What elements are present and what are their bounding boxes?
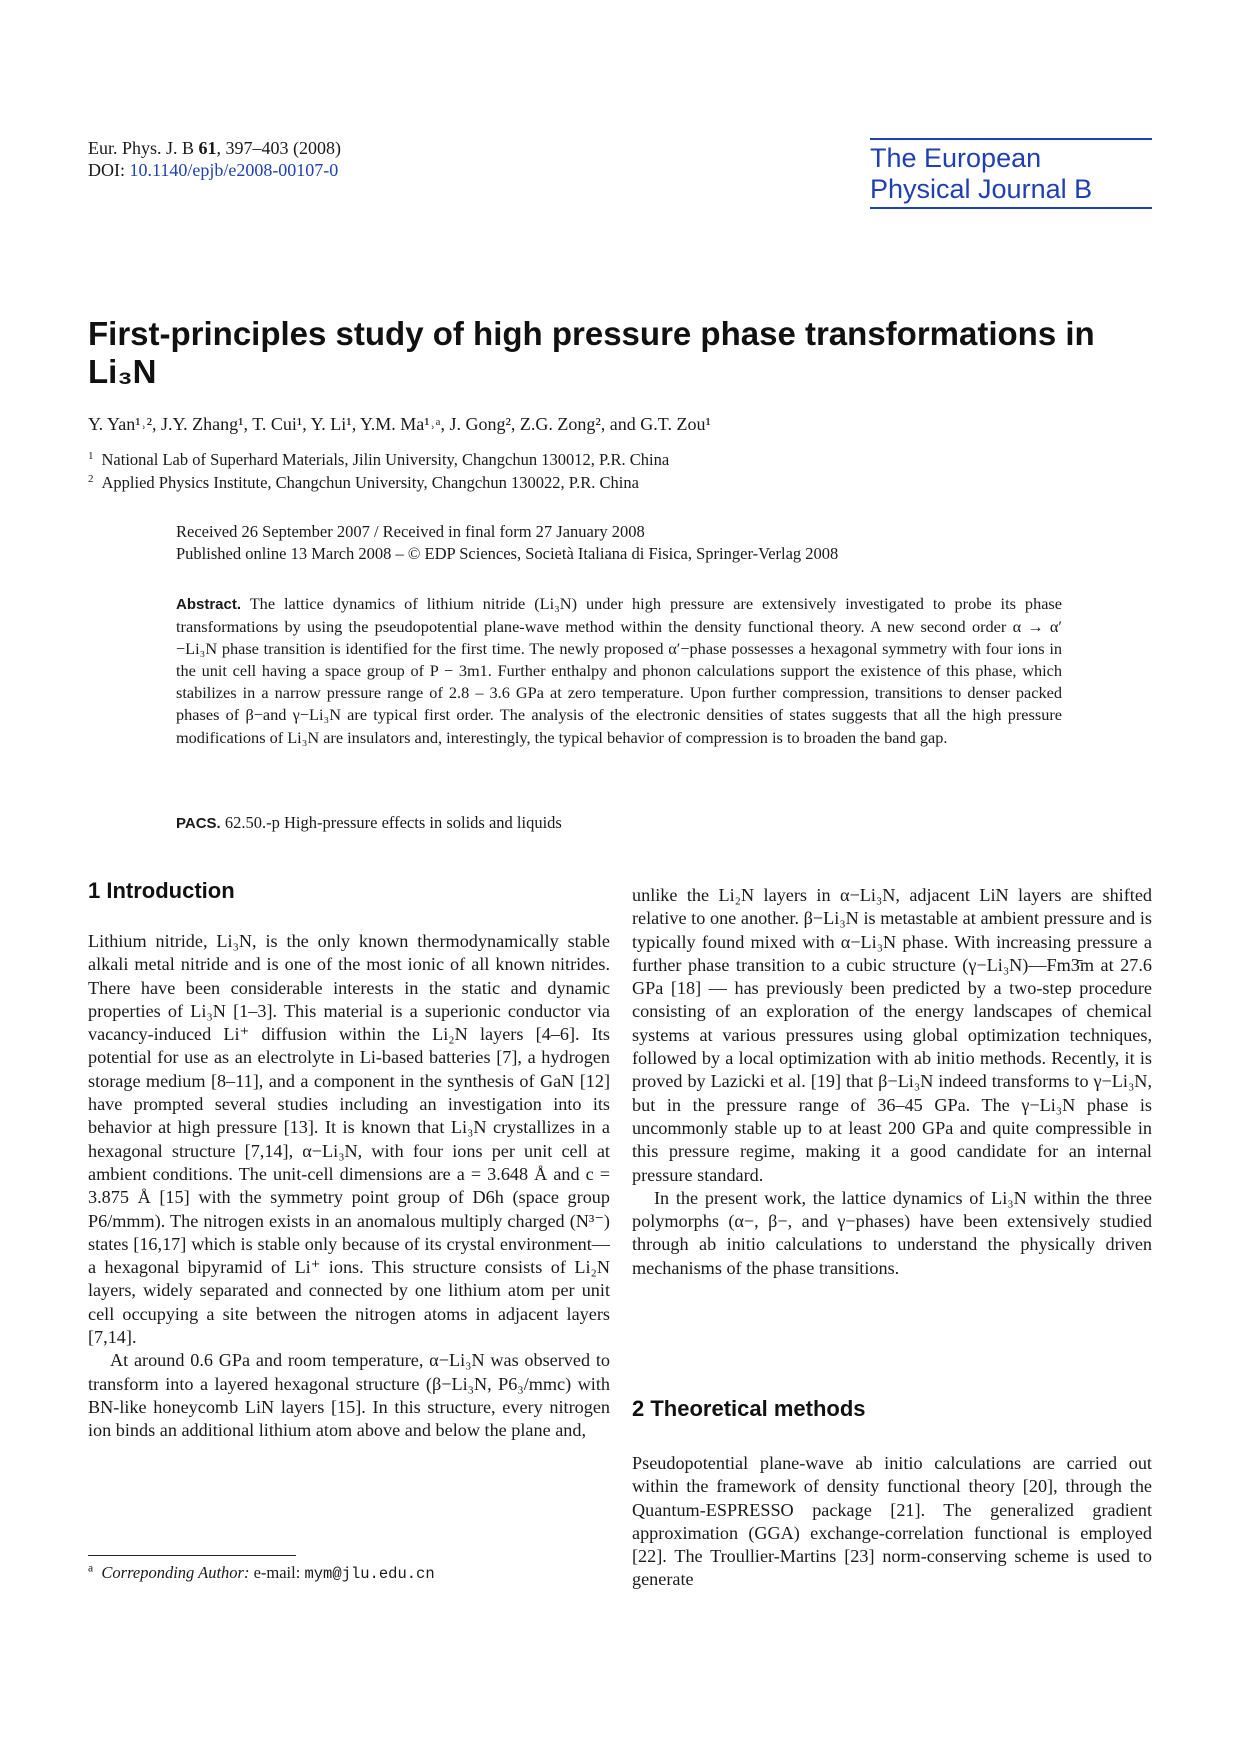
affiliation-2 — [88, 472, 639, 493]
affiliation-number: 2 — [88, 472, 94, 485]
abstract-label: Abstract. — [176, 596, 242, 613]
affiliation-1 — [88, 449, 669, 470]
doi-link[interactable]: 10.1140/epjb/e2008-00107-0 — [129, 160, 339, 180]
published-line: Published online 13 March 2008 – © EDP Sciences, Società Italiana di Fisica, Springer-Verlag 2008 — [176, 544, 839, 563]
pacs-text: 62.50.-p High-pressure effects in solids and liquids — [224, 813, 562, 832]
paragraph: Lithium nitride, Li₃N, is the only known thermodynamically stable alkali metal nitride and is one of the most ionic of all known nitrides. There have been considerable interests in the static and dynamic properties of Li₃N [1–3]. This material is a superionic conductor via vacancy-induced Li⁺ diffusion within the Li₂N layers [4–6]. Its potential for use as an electrolyte in Li-based batteries [7], a hydrogen storage medium [8–11], and a component in the synthesis of GaN [12] have prompted several studies including an investigation into its behavior at high pressure [13]. It is known that Li₃N crystallizes in a hexagonal structure [7,14], α−Li₃N, with four ions per unit cell at ambient conditions. The unit-cell dimensions are a = 3.648 Å and c = 3.875 Å [15] with the symmetry point group of D6h (space group P6/mmm). The nitrogen exists in an anomalous multiply charged (N³⁻) states [16,17] which is stable only because of its crystal environment—a hexagonal bipyramid of Li⁺ ions. This structure consists of Li₂N layers, widely separated and connected by one lithium atom per unit cell occupying a site between the nitrogen atoms in adjacent layers [7,14]. — [88, 931, 610, 1348]
right-column — [632, 884, 1152, 1280]
footnote — [88, 1563, 435, 1583]
pacs-label: PACS. — [176, 815, 221, 832]
footnote-email[interactable]: mym@jlu.edu.cn — [304, 1565, 435, 1583]
paper-title: First-principles study of high pressure phase transformations in Li₃N — [88, 315, 1095, 390]
citation-suffix: , 397–403 (2008) — [216, 138, 342, 158]
journal-line1: The European — [870, 143, 1042, 173]
affiliation-number: 1 — [88, 449, 94, 462]
pacs — [176, 813, 562, 833]
footnote-text: e-mail: — [249, 1563, 305, 1582]
affiliation-text: National Lab of Superhard Materials, Jilin University, Changchun 130012, P.R. China — [101, 450, 670, 469]
doi-label: DOI: — [88, 160, 130, 180]
methods-column — [632, 1452, 1152, 1592]
citation-line — [88, 137, 341, 159]
section-heading-methods: 2 Theoretical methods — [632, 1396, 866, 1421]
footnote-rule — [88, 1555, 296, 1556]
journal-line2: Physical Journal B — [870, 174, 1093, 204]
footnote-label: Correponding Author: — [101, 1563, 250, 1582]
doi-line — [88, 159, 341, 181]
abstract-text: The lattice dynamics of lithium nitride (Li₃N) under high pressure are extensively investigated to probe its phase transformations by using the pseudopotential plane-wave method within the density functional theory. A new second order α → α′−Li₃N phase transition is identified for the first time. The newly proposed α′−phase possesses a hexagonal symmetry with four ions in the unit cell having a space group of P − 3m1. Further enthalpy and phonon calculations support the existence of this phase, which stabilizes in a narrow pressure range of 2.8 – 3.6 GPa at zero temperature. Upon further compression, transitions to denser packed phases of β−and γ−Li₃N are typical first order. The analysis of the electronic densities of states suggests that all the high pressure modifications of Li₃N are insulators and, interestingly, the typical behavior of compression is to broaden the band gap. — [176, 594, 1062, 747]
citation-volume: 61 — [198, 138, 217, 158]
paragraph: Pseudopotential plane-wave ab initio calculations are carried out within the framework of density functional theory [20], through the Quantum-ESPRESSO package [21]. The generalized gradient approximation (GGA) exchange-correlation functional is employed [22]. The Troullier-Martins [23] norm-conserving scheme is used to generate — [632, 1453, 1152, 1590]
citation-block — [88, 137, 341, 181]
footnote-mark: a — [88, 1562, 94, 1575]
affiliation-text: Applied Physics Institute, Changchun University, Changchun 130022, P.R. China — [101, 473, 639, 492]
paragraph: At around 0.6 GPa and room temperature, α−Li₃N was observed to transform into a layered hexagonal structure (β−Li₃N, P6₃/mmc) with BN-like honeycomb LiN layers [15]. In this structure, every nitrogen ion binds an additional lithium atom above and below the plane and, — [88, 1350, 610, 1441]
received-line: Received 26 September 2007 / Received in final form 27 January 2008 — [176, 522, 645, 541]
author-list: Y. Yan¹˒², J.Y. Zhang¹, T. Cui¹, Y. Li¹, Y.M. Ma¹˒ᵃ, J. Gong², Z.G. Zong², and G.T. Zou¹ — [88, 414, 711, 434]
abstract — [176, 593, 1062, 749]
section-heading-introduction: 1 Introduction — [88, 878, 235, 903]
paragraph: unlike the Li₂N layers in α−Li₃N, adjacent LiN layers are shifted relative to one another. β−Li₃N is metastable at ambient pressure and is typically found mixed with α−Li₃N phase. With increasing pressure a further phase transition to a cubic structure (γ−Li₃N)—Fm3̄m at 27.6 GPa [18] — has previously been predicted by a two-step procedure consisting of an exploration of the energy landscapes of chemical systems at various pressures using global optimization techniques, followed by a local optimization with ab initio methods. Recently, it is proved by Lazicki et al. [19] that β−Li₃N indeed transforms to γ−Li₃N, but in the pressure range of 36–45 GPa. The γ−Li₃N phase is uncommonly stable up to at least 200 GPa and quite compressible in this pressure regime, making it a good candidate for an internal pressure standard. — [632, 885, 1152, 1185]
paragraph: In the present work, the lattice dynamics of Li₃N within the three polymorphs (α−, β−, and γ−phases) have been extensively studied through ab initio calculations to understand the physically driven mechanisms of the phase transitions. — [632, 1187, 1152, 1278]
journal-logo — [870, 138, 1152, 209]
citation-prefix: Eur. Phys. J. B — [88, 138, 199, 158]
left-column — [88, 930, 610, 1443]
